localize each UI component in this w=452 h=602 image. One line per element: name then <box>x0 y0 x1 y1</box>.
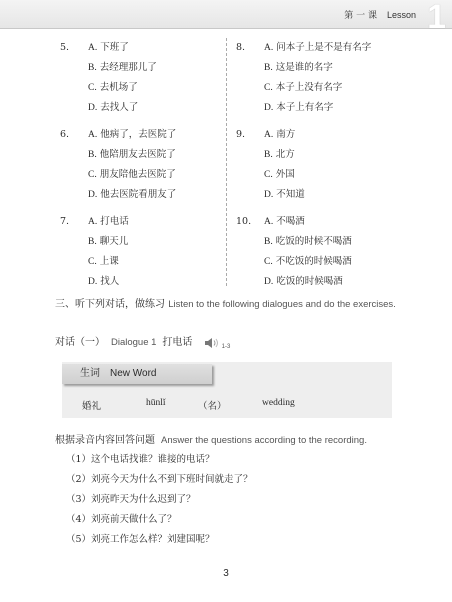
option-letter: D. <box>264 103 274 113</box>
option-text: 问本子上是不是有名字 <box>276 42 372 53</box>
option-text: 本子上没有名字 <box>275 82 343 93</box>
option-text: 打电话 <box>100 216 129 227</box>
option-text: 下班了 <box>100 42 129 53</box>
dialogue-label-zh: 对话（一） <box>55 337 105 348</box>
question-text: 刘亮今天为什么不到下班时间就走了？ <box>91 474 253 485</box>
option <box>74 185 224 205</box>
item-number: 7. <box>60 216 70 227</box>
exercise-item <box>60 38 224 118</box>
option-text: 本子上有名字 <box>276 102 334 113</box>
exercise-item <box>60 212 224 292</box>
option <box>250 145 420 165</box>
option-letter: C. <box>264 170 273 180</box>
option <box>74 58 224 78</box>
option-letter: D. <box>88 277 98 287</box>
option <box>74 145 224 165</box>
option-text: 他陪朋友去医院了 <box>99 149 176 160</box>
option-letter: C. <box>264 257 273 267</box>
option-letter: A. <box>264 217 274 227</box>
option-text: 找人 <box>100 276 120 287</box>
exercise-item <box>60 125 224 205</box>
option-letter: B. <box>264 63 273 73</box>
page-number: 3 <box>223 568 229 579</box>
vocab-pos: （名） <box>198 401 227 412</box>
option-letter: D. <box>88 103 98 113</box>
option-text: 北方 <box>275 149 295 160</box>
option <box>236 38 420 58</box>
option <box>74 272 224 292</box>
item-number: 5. <box>60 42 70 53</box>
answer-heading-zh: 根据录音内容回答问题 <box>55 435 155 446</box>
option-letter: B. <box>88 237 97 247</box>
option-letter: A. <box>88 217 98 227</box>
option <box>60 212 224 232</box>
option-text: 不喝酒 <box>276 216 305 227</box>
option <box>60 38 224 58</box>
item-number: 6. <box>60 129 70 140</box>
option <box>250 272 420 292</box>
answer-heading-en: Answer the questions according to the recording. <box>161 435 367 446</box>
option <box>74 232 224 252</box>
option-text: 聊天儿 <box>99 236 129 247</box>
option-letter: B. <box>264 150 273 160</box>
option-text: 他病了，去医院了 <box>100 129 177 140</box>
option-text: 去经理那儿了 <box>99 62 157 73</box>
option <box>250 185 420 205</box>
question-number: （5） <box>66 534 92 545</box>
question-text: 刘亮工作怎么样？刘建国呢？ <box>91 534 215 545</box>
exercise-column-left <box>60 38 224 299</box>
vocab-tab-zh: 生词 <box>80 368 100 379</box>
option-letter: A. <box>264 43 274 53</box>
dialogue-label-en: Dialogue 1 <box>111 337 157 348</box>
question-item <box>66 530 253 550</box>
answer-heading <box>55 431 367 446</box>
option <box>60 125 224 145</box>
question-text: 刘亮前天做什么了？ <box>91 514 177 525</box>
option-letter: C. <box>264 83 273 93</box>
option <box>250 165 420 185</box>
option-letter: A. <box>264 130 274 140</box>
item-number: 9. <box>236 129 246 140</box>
section-heading-en: Listen to the following dialogues and do the exercises. <box>168 299 396 310</box>
option <box>236 212 420 232</box>
option-letter: C. <box>88 257 97 267</box>
lesson-label-en: Lesson <box>386 10 416 20</box>
option-letter: B. <box>88 150 97 160</box>
option <box>250 252 420 272</box>
option-text: 朋友陪他去医院了 <box>99 169 176 180</box>
vocab-tab-en: New Word <box>110 368 157 379</box>
track-number: 1-3 <box>221 344 231 350</box>
option-text: 去找人了 <box>100 102 139 113</box>
speaker-icon[interactable] <box>204 337 222 349</box>
section-heading-zh: 三、听下列对话，做练习 <box>55 299 165 310</box>
question-number: （4） <box>66 514 92 525</box>
option <box>236 125 420 145</box>
question-text: 刘亮昨天为什么迟到了？ <box>91 494 196 505</box>
option-letter: D. <box>264 277 274 287</box>
option-letter: C. <box>88 170 97 180</box>
exercise-item <box>236 125 420 205</box>
option-letter: A. <box>88 130 98 140</box>
option-text: 不知道 <box>276 189 305 200</box>
question-list <box>66 450 253 550</box>
option-text: 南方 <box>276 129 296 140</box>
exercise-item <box>236 38 420 118</box>
dialogue-heading <box>55 333 230 350</box>
question-item <box>66 450 253 470</box>
question-number: （1） <box>66 454 92 465</box>
option-letter: A. <box>88 43 98 53</box>
question-item <box>66 470 253 490</box>
question-item <box>66 510 253 530</box>
option-text: 上课 <box>99 256 119 267</box>
item-number: 8. <box>236 42 246 53</box>
option-text: 不吃饭的时候喝酒 <box>275 256 352 267</box>
option <box>250 98 420 118</box>
vocab-pinyin: hūnlǐ <box>146 398 166 408</box>
exercise-column-right <box>236 38 420 299</box>
column-divider <box>226 38 227 286</box>
option-letter: B. <box>88 63 97 73</box>
question-number: （3） <box>66 494 92 505</box>
option-text: 去机场了 <box>99 82 138 93</box>
question-text: 这个电话找谁？谁接的电话？ <box>91 454 215 465</box>
vocab-meaning: wedding <box>262 398 295 408</box>
vocab-tab <box>62 364 212 384</box>
exercise-item <box>236 212 420 292</box>
option-text: 吃饭的时候不喝酒 <box>275 236 352 247</box>
option <box>74 98 224 118</box>
item-number: 10. <box>236 216 252 227</box>
option <box>74 78 224 98</box>
lesson-label-zh: 第 一 课 <box>344 11 377 21</box>
lesson-label <box>344 8 416 21</box>
option <box>250 58 420 78</box>
question-item <box>66 490 253 510</box>
vocab-word: 婚礼 <box>82 401 102 412</box>
lesson-number: 1 <box>427 0 446 36</box>
option-letter: D. <box>264 190 274 200</box>
option-letter: D. <box>88 190 98 200</box>
option <box>250 232 420 252</box>
option <box>74 165 224 185</box>
section-heading <box>55 297 415 312</box>
option-letter: B. <box>264 237 273 247</box>
option-text: 他去医院看朋友了 <box>100 189 177 200</box>
option-letter: C. <box>88 83 97 93</box>
option <box>74 252 224 272</box>
option-text: 这是谁的名字 <box>275 62 333 73</box>
option-text: 外国 <box>275 169 295 180</box>
option-text: 吃饭的时候喝酒 <box>276 276 343 287</box>
question-number: （2） <box>66 474 92 485</box>
dialogue-title: 打电话 <box>162 337 193 348</box>
option <box>250 78 420 98</box>
